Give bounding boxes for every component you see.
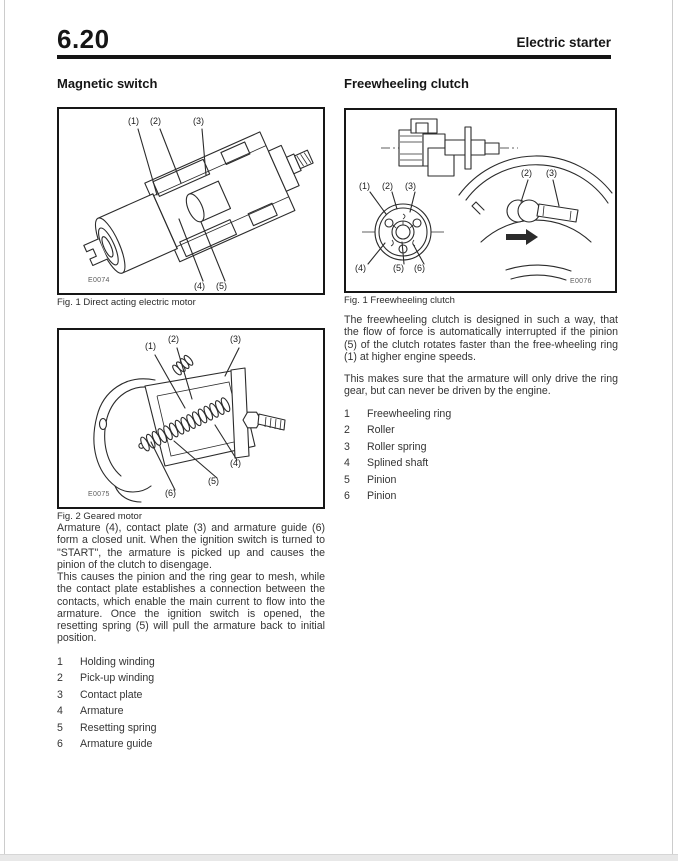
paragraph: The freewheeling clutch is designed in such a way, that the flow of force is automatically interrupted if the pinion (5) of the clutch rotates faster than the free-wheeling ring (1) at higher engine speeds.: [344, 314, 618, 363]
list-item: 2 Pick-up winding: [57, 672, 155, 685]
part-label: (2): [521, 168, 532, 178]
figure-code: E0075: [88, 491, 110, 498]
list-item: 2 Roller: [344, 424, 395, 437]
figure-freewheeling-clutch: [344, 108, 617, 293]
part-label: (6): [165, 488, 176, 498]
page-right-edge: [672, 0, 673, 854]
page-left-edge: [4, 0, 5, 854]
figure-direct-acting-motor: [57, 107, 325, 295]
right-column: [344, 77, 618, 505]
parts-list-freewheeling-clutch: [344, 406, 618, 506]
part-label: (2): [382, 181, 393, 191]
paragraph: Armature (4), contact plate (3) and armature guide (6) form a closed unit. When the ignition switch is turned to "START", the armature is picked up and causes the pinion of the clutch to disengage.: [57, 522, 325, 571]
fig-freewheeling-caption: Fig. 1 Freewheeling clutch: [344, 295, 455, 306]
fig1-caption: Fig. 1 Direct acting electric motor: [57, 297, 196, 308]
paragraph: This causes the pinion and the ring gear to mesh, while the contact plate establishes a connection between the contacts, which enable the main current to flow into the armature. Once the ignition switch is opened, the resetting spring (5) will pull the armature back to initial position.: [57, 571, 325, 645]
fig2-caption: Fig. 2 Geared motor: [57, 511, 143, 522]
left-heading: Magnetic switch: [57, 76, 158, 91]
list-item: 1 Holding winding: [57, 655, 155, 668]
figure-code: E0074: [88, 277, 110, 284]
list-item: 6 Pinion: [344, 490, 397, 503]
right-heading: Freewheeling clutch: [344, 76, 469, 91]
header-rule: [57, 55, 611, 59]
list-item: 4 Armature: [57, 705, 124, 718]
list-item: 3 Contact plate: [57, 688, 143, 701]
part-label: (3): [193, 116, 204, 126]
figure-code: E0076: [570, 278, 592, 285]
part-label: (1): [359, 181, 370, 191]
part-label: (2): [168, 334, 179, 344]
freewheeling-clutch-drawing: [346, 110, 615, 291]
part-label: (4): [230, 458, 241, 468]
part-label: (6): [414, 263, 425, 273]
part-label: (3): [546, 168, 557, 178]
part-label: (4): [355, 263, 366, 273]
part-label: (3): [405, 181, 416, 191]
part-label: (1): [128, 116, 139, 126]
paragraph: This makes sure that the armature will only drive the ring gear, but can never be driven by the engine.: [344, 373, 618, 398]
direct-acting-motor-drawing: [59, 109, 323, 293]
figure-geared-motor: [57, 328, 325, 509]
geared-motor-drawing: [59, 330, 323, 507]
list-item: 1 Freewheeling ring: [344, 407, 452, 420]
part-label: (5): [393, 263, 404, 273]
list-item: 3 Roller spring: [344, 440, 427, 453]
part-label: (4): [194, 281, 205, 291]
part-label: (3): [230, 334, 241, 344]
page-bottom-strip: [0, 854, 678, 861]
list-item: 5 Pinion: [344, 473, 397, 486]
section-title: Electric starter: [516, 35, 611, 50]
list-item: 6 Armature guide: [57, 738, 153, 751]
list-item: 4 Splined shaft: [344, 457, 429, 470]
list-item: 5 Resetting spring: [57, 721, 157, 734]
left-column: [57, 77, 325, 753]
part-label: (1): [145, 341, 156, 351]
part-label: (5): [208, 476, 219, 486]
part-label: (2): [150, 116, 161, 126]
section-number: 6.20: [57, 24, 110, 54]
parts-list-magnetic-switch: [57, 654, 325, 754]
part-label: (5): [216, 281, 227, 291]
